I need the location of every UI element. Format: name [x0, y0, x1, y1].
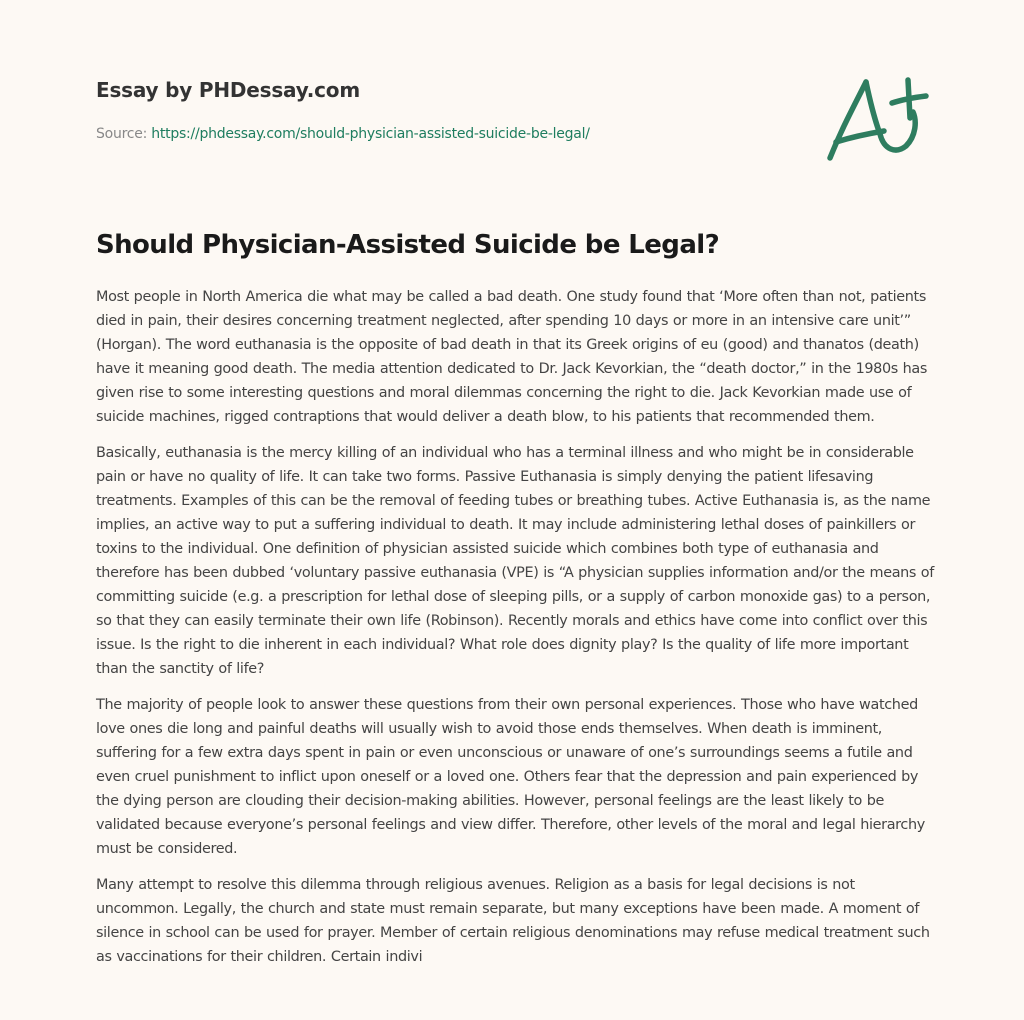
source-label: Source:: [96, 126, 152, 142]
essay-paragraph: Many attempt to resolve this dilemma through religious avenues. Religion as a basis for legal decisions is not uncommon. Legally, the church and state must remain separate, but many exceptions have been made. A moment of silence in school can be used for prayer. Member of certain religious denominations may refuse medical treatment such as vaccinations for their children. Certain indivi: [96, 877, 930, 965]
essay-body: [96, 285, 934, 981]
site-title: Essay by PHDessay.com: [96, 78, 360, 102]
essay-title: Should Physician-Assisted Suicide be Legal?: [96, 230, 720, 260]
source-line: [96, 124, 796, 144]
essay-header: [96, 76, 796, 144]
essay-paragraph: The majority of people look to answer these questions from their own personal experiences. Those who have watched love ones die long and painful deaths will usually wish to avoid those ends themselves. When death is imminent, suffering for a few extra days spent in pain or even unconscious or unaware of one’s surroundings seems a futile and even cruel punishment to inflict upon oneself or a loved one. Others fear that the depression and pain experienced by the dying person are clouding their decision-making abilities. However, personal feelings are the least likely to be validated because everyone’s personal feelings and view differ. Therefore, other levels of the moral and legal hierarchy must be considered.: [96, 697, 925, 857]
essay-paragraph: Most people in North America die what may be called a bad death. One study found that ‘More often than not, patients died in pain, their desires concerning treatment neglected, after spending 10 days or more in an intensive care unit’” (Horgan). The word euthanasia is the opposite of bad death in that its Greek origins of eu (good) and thanatos (death) have it meaning good death. The media attention dedicated to Dr. Jack Kevorkian, the “death doctor,” in the 1980s has given rise to some interesting questions and moral dilemmas concerning the right to die. Jack Kevorkian made use of suicide machines, rigged contraptions that would deliver a death blow, to his patients that recommended them.: [96, 289, 928, 425]
essay-paragraph: Basically, euthanasia is the mercy killing of an individual who has a terminal illness and who might be in considerable pain or have no quality of life. It can take two forms. Passive Euthanasia is simply denying the patient lifesaving treatments. Examples of this can be the removal of feeding tubes or breathing tubes. Active Euthanasia is, as the name implies, an active way to put a suffering individual to death. It may include administering lethal doses of painkillers or toxins to the individual. One definition of physician assisted suicide which combines both type of euthanasia and therefore has been dubbed ‘voluntary passive euthanasia (VPE) is “A physician supplies information and/or the means of committing suicide (e.g. a prescription for lethal dose of sleeping pills, or a supply of carbon monoxide gas) to a person, so that they can easily terminate their own life (Robinson). Recently morals and ethics have come into conflict over this issue. Is the right to die inherent in each individual? What role does dignity play? Is the quality of life more important than the sanctity of life?: [96, 445, 934, 677]
source-link[interactable]: https://phdessay.com/should-physician-assisted-suicide-be-legal/: [151, 126, 590, 142]
a-plus-grade-icon: [820, 66, 930, 166]
